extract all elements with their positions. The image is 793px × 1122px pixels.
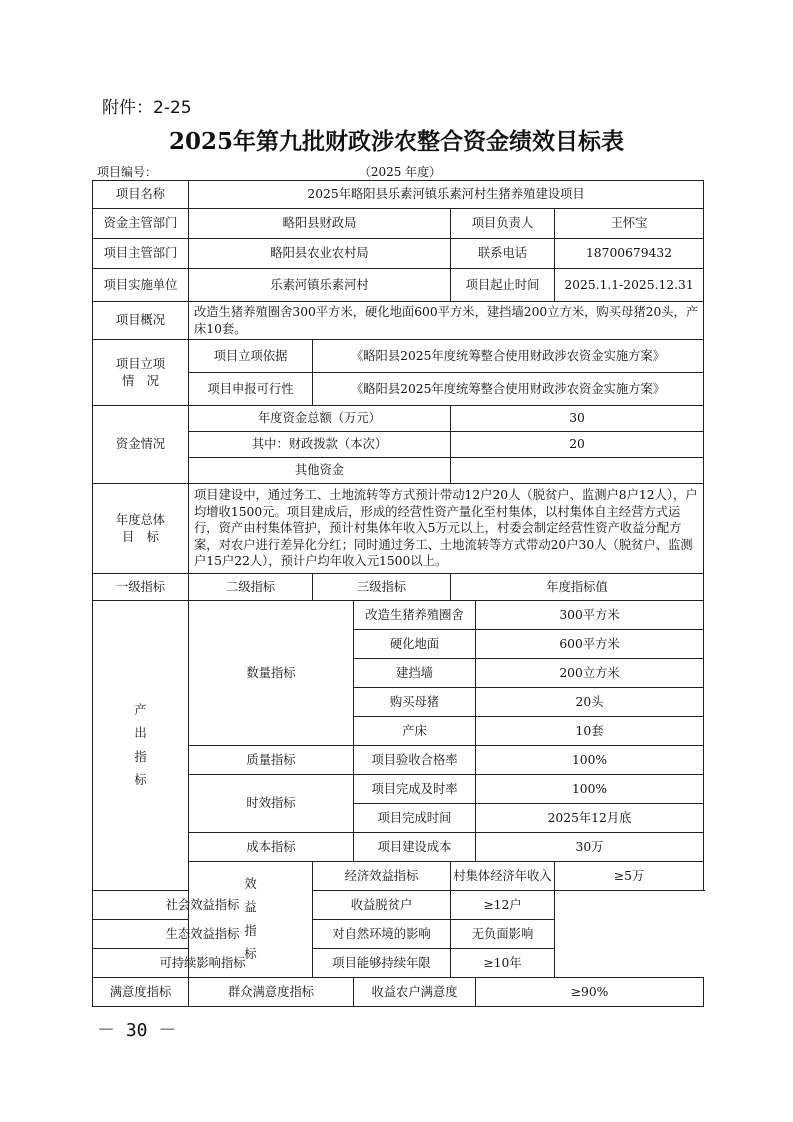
head-level1: 一级指标 (93, 574, 189, 601)
fund-dept-label: 资金主管部门 (93, 209, 189, 239)
goal-text: 项目建设中，通过务工、土地流转等方式预计带动12户20人（脱贫户、监测户8户12人），户均增收1500元。项目建成后，形成的经营性资产量化至村集体，以村集体自主经营方式运行，资产由村集体管护，预计村集体年收入5万元以上，村委会制定经营性资产收益分配方案，对农户进行差异化分红；同时通过务工、土地流转等方式带动20户30人（脱贫户、监测户15户22人），预计户均年收入元1500以上。 (189, 484, 704, 574)
fund-total-label: 年度资金总额（万元） (189, 406, 451, 432)
indicator-value: 无负面影响 (451, 920, 555, 949)
period-value: 2025.1.1-2025.12.31 (555, 269, 704, 302)
indicator-value: 20头 (476, 688, 704, 717)
proj-dept-value: 略阳县农业农村局 (189, 239, 451, 269)
proj-dept-label: 项目主管部门 (93, 239, 189, 269)
basis-value: 《略阳县2025年度统筹整合使用财政涉农资金实施方案》 (313, 340, 704, 373)
leader-value: 王怀宝 (555, 209, 704, 239)
benefit-char: 指 (244, 923, 257, 938)
row-proj-dept (93, 239, 704, 269)
benefit-level2: 生态效益指标 (93, 920, 313, 949)
row-impl (93, 269, 704, 302)
satisfaction-level1: 满意度指标 (93, 978, 189, 1007)
indicator-name: 购买母猪 (354, 688, 476, 717)
output-char: 标 (134, 772, 147, 787)
output-char: 出 (134, 726, 147, 741)
head-level3: 三级指标 (313, 574, 451, 601)
quantity-label: 数量指标 (189, 601, 354, 746)
impl-value: 乐素河镇乐素河村 (189, 269, 451, 302)
benefit-char: 效 (244, 876, 257, 891)
overview-text: 改造生猪养殖圈舍300平方米，硬化地面600平方米，建挡墙200立方米，购买母猪20头，产床10套。 (189, 302, 704, 340)
indicator-value: ≥10年 (451, 949, 555, 978)
benefit-char: 益 (244, 900, 257, 915)
leader-label: 项目负责人 (451, 209, 555, 239)
indicator-name: 对自然环境的影响 (313, 920, 451, 949)
indicator-name: 收益农户满意度 (354, 978, 476, 1007)
row-annual-goal (93, 484, 704, 574)
indicator-name: 项目完成及时率 (354, 775, 476, 804)
indicator-name: 项目完成时间 (354, 804, 476, 833)
table-row (93, 891, 704, 920)
indicator-name: 项目验收合格率 (354, 746, 476, 775)
table-row (93, 978, 704, 1007)
phone-label: 联系电话 (451, 239, 555, 269)
funds-label: 资金情况 (93, 406, 189, 484)
benefit-char: 标 (244, 946, 257, 961)
project-name-label: 项目名称 (93, 181, 189, 209)
indicator-value: 100% (476, 746, 704, 775)
goal-label-line1: 年度总体 (115, 512, 166, 527)
approval-label (93, 340, 189, 406)
indicator-value: 30万 (476, 833, 704, 862)
row-approval-basis (93, 340, 704, 373)
benefit-level2: 社会效益指标 (93, 891, 313, 920)
row-project-name (93, 181, 704, 209)
performance-table (92, 180, 704, 1007)
benefit-level2: 可持续影响指标 (93, 949, 313, 978)
goal-label-line2: 目 标 (122, 529, 159, 544)
row-fund-dept (93, 209, 704, 239)
table-row (93, 601, 704, 630)
head-level2: 二级指标 (189, 574, 313, 601)
output-label (93, 601, 189, 891)
satisfaction-level2: 群众满意度指标 (189, 978, 354, 1007)
overview-label: 项目概况 (93, 302, 189, 340)
table-row (93, 920, 704, 949)
cost-label: 成本指标 (189, 833, 354, 862)
timeliness-label: 时效指标 (189, 775, 354, 833)
indicator-value: 10套 (476, 717, 704, 746)
indicator-value: ≥12户 (451, 891, 555, 920)
fund-fiscal-value: 20 (451, 432, 704, 458)
table-row (93, 949, 704, 978)
period-label: 项目起止时间 (451, 269, 555, 302)
indicator-name: 收益脱贫户 (313, 891, 451, 920)
basis-label: 项目立项依据 (189, 340, 313, 373)
output-char: 指 (134, 749, 147, 764)
head-value: 年度指标值 (451, 574, 704, 601)
indicator-name: 项目建设成本 (354, 833, 476, 862)
row-overview (93, 302, 704, 340)
feasibility-label: 项目申报可行性 (189, 373, 313, 406)
indicator-value: 300平方米 (476, 601, 704, 630)
indicator-value: 200立方米 (476, 659, 704, 688)
indicator-value: 600平方米 (476, 630, 704, 659)
indicator-name: 村集体经济年收入 (451, 862, 555, 891)
fund-dept-value: 略阳县财政局 (189, 209, 451, 239)
row-fund-total (93, 406, 704, 432)
row-indicator-header (93, 574, 704, 601)
indicator-value: ≥5万 (555, 862, 704, 891)
output-char: 产 (134, 702, 147, 717)
page-title: 2025年第九批财政涉农整合资金绩效目标表 (168, 128, 624, 155)
indicator-value: 100% (476, 775, 704, 804)
fund-fiscal-label: 其中：财政拨款（本次） (189, 432, 451, 458)
indicator-name: 项目能够持续年限 (313, 949, 451, 978)
attachment-label: 附件：2-25 (102, 98, 192, 118)
approval-label-line1: 项目立项 (115, 356, 166, 371)
indicator-value: 2025年12月底 (476, 804, 704, 833)
fund-other-label: 其他资金 (189, 458, 451, 484)
benefit-level2: 经济效益指标 (313, 862, 451, 891)
indicator-name: 改造生猪养殖圈舍 (354, 601, 476, 630)
fund-other-value (451, 458, 704, 484)
feasibility-value: 《略阳县2025年度统筹整合使用财政涉农资金实施方案》 (313, 373, 704, 406)
goal-label (93, 484, 189, 574)
approval-label-line2: 情 况 (122, 373, 159, 388)
indicator-value: ≥90% (476, 978, 704, 1007)
indicator-name: 产床 (354, 717, 476, 746)
project-name-value: 2025年略阳县乐素河镇乐素河村生猪养殖建设项目 (189, 181, 704, 209)
indicator-name: 硬化地面 (354, 630, 476, 659)
phone-value: 18700679432 (555, 239, 704, 269)
project-no-label: 项目编号： (97, 165, 158, 179)
fund-total-value: 30 (451, 406, 704, 432)
quality-label: 质量指标 (189, 746, 354, 775)
impl-label: 项目实施单位 (93, 269, 189, 302)
page-number: － 30 － (97, 1020, 177, 1041)
year-label: （2025 年度） (358, 165, 442, 179)
indicator-name: 建挡墙 (354, 659, 476, 688)
